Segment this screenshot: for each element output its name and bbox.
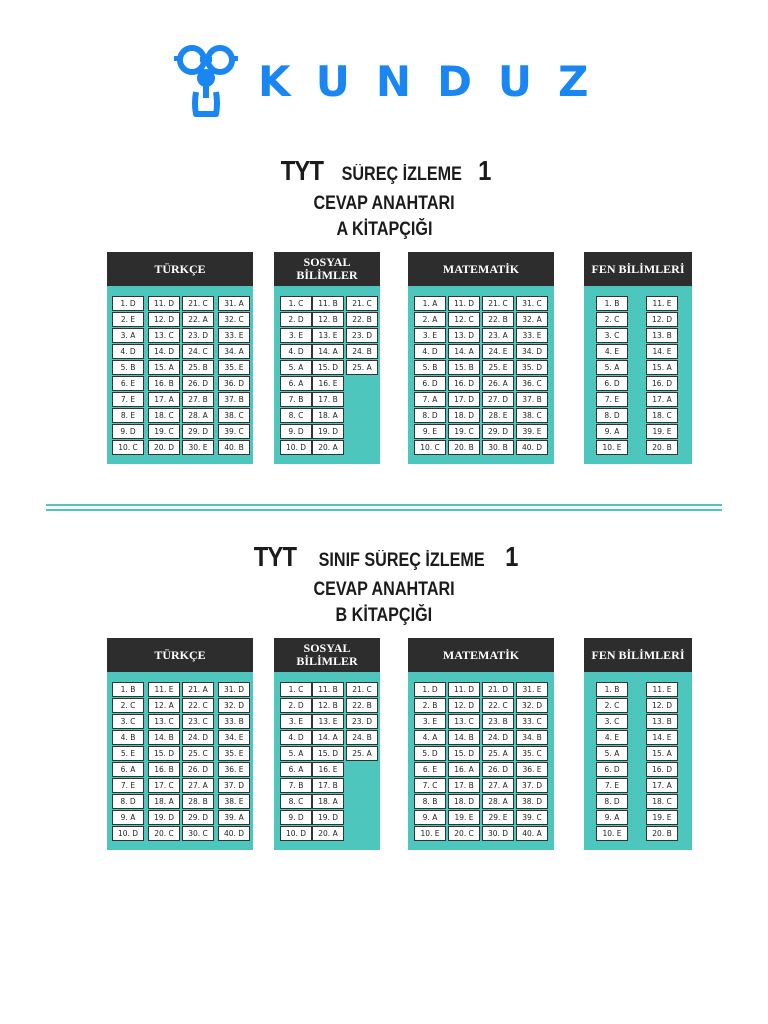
answer-cell: 6. D: [596, 762, 628, 777]
answer-cell: 4. B: [112, 730, 144, 745]
answer-cell: 8. E: [112, 408, 144, 423]
answer-cell: 35. E: [218, 746, 250, 761]
answer-cell: 32. A: [516, 312, 548, 327]
answer-cell: 17. D: [448, 392, 480, 407]
answer-cell: 16. B: [148, 762, 180, 777]
answer-cell: 13. E: [312, 714, 344, 729]
answer-cell: 38. C: [516, 408, 548, 423]
answer-cell: 12. D: [646, 698, 678, 713]
answer-cell: 11. D: [148, 296, 180, 311]
answer-cell: 5. E: [112, 746, 144, 761]
answer-cell: 6. E: [414, 762, 446, 777]
answer-cell: 3. E: [414, 714, 446, 729]
answer-cell: 4. D: [414, 344, 446, 359]
answer-cell: 19. C: [148, 424, 180, 439]
answer-cell: 16. D: [646, 376, 678, 391]
title-mid: SÜREÇ İZLEME: [341, 164, 462, 185]
answer-key-title: CEVAP ANAHTARI: [313, 579, 455, 600]
answer-cell: 14. A: [312, 730, 344, 745]
section-heading: [0, 542, 768, 629]
answer-cell: 9. E: [414, 424, 446, 439]
answer-cell: 36. E: [218, 762, 250, 777]
answer-cell: 28. B: [182, 794, 214, 809]
answer-cell: 19. C: [448, 424, 480, 439]
answer-cell: 33. C: [516, 714, 548, 729]
answer-cell: 9. A: [596, 424, 628, 439]
answer-cell: 2. D: [280, 698, 312, 713]
answer-cell: 36. E: [516, 762, 548, 777]
answer-cell: 29. D: [182, 424, 214, 439]
answer-cell: 31. D: [218, 682, 250, 697]
title-tyt: TYT: [253, 541, 296, 572]
answer-cell: 12. B: [312, 312, 344, 327]
answer-cell: 25. A: [346, 746, 378, 761]
answer-cell: 19. D: [312, 424, 344, 439]
answer-cell: 10. C: [414, 440, 446, 455]
answer-cell: 2. D: [280, 312, 312, 327]
answer-cell: 31. E: [516, 682, 548, 697]
kunduz-logo: [174, 42, 615, 126]
answer-cell: 27. A: [482, 778, 514, 793]
answer-cell: 4. D: [280, 730, 312, 745]
answer-cell: 31. A: [218, 296, 250, 311]
answer-cell: 5. D: [414, 746, 446, 761]
answer-cell: 24. C: [182, 344, 214, 359]
answer-cell: 6. A: [112, 762, 144, 777]
answer-cell: 7. A: [414, 392, 446, 407]
answer-cell: 38. E: [218, 794, 250, 809]
panel-title: SOSYAL BİLİMLER: [274, 638, 380, 672]
answer-cell: 24. D: [182, 730, 214, 745]
answer-cell: 5. A: [596, 746, 628, 761]
answer-cell: 10. C: [112, 440, 144, 455]
answer-cell: 8. D: [112, 794, 144, 809]
answer-cell: 23. A: [482, 328, 514, 343]
answer-cell: 8. C: [280, 794, 312, 809]
answer-cell: 27. D: [482, 392, 514, 407]
answer-cell: 14. A: [448, 344, 480, 359]
panel-title: TÜRKÇE: [107, 638, 253, 672]
answer-cell: 36. C: [516, 376, 548, 391]
answer-cell: 7. E: [112, 392, 144, 407]
answer-cell: 20. D: [148, 440, 180, 455]
answer-cell: 24. B: [346, 344, 378, 359]
answer-cell: 37. B: [218, 392, 250, 407]
answer-cell: 15. A: [646, 746, 678, 761]
answer-cell: 9. A: [596, 810, 628, 825]
answer-cell: 11. B: [312, 682, 344, 697]
answer-cell: 7. E: [596, 392, 628, 407]
section-divider: [46, 504, 722, 506]
answer-cell: 2. B: [414, 698, 446, 713]
answer-cell: 20. C: [148, 826, 180, 841]
panel-title: MATEMATİK: [408, 638, 554, 672]
answer-cell: 17. B: [448, 778, 480, 793]
answer-cell: 11. B: [312, 296, 344, 311]
answer-cell: 14. A: [312, 344, 344, 359]
answer-cell: 7. E: [112, 778, 144, 793]
answer-cell: 11. E: [646, 296, 678, 311]
answer-cell: 13. C: [148, 714, 180, 729]
answer-cell: 13. B: [646, 328, 678, 343]
answer-cell: 29. D: [182, 810, 214, 825]
answer-cell: 25. C: [182, 746, 214, 761]
answer-cell: 23. D: [182, 328, 214, 343]
answer-cell: 35. E: [218, 360, 250, 375]
answer-cell: 6. E: [112, 376, 144, 391]
answer-cell: 40. A: [516, 826, 548, 841]
answer-cell: 26. D: [482, 762, 514, 777]
answer-cell: 10. D: [280, 440, 312, 455]
answer-cell: 27. B: [182, 392, 214, 407]
booklet-title: A KİTAPÇIĞI: [335, 219, 432, 240]
answer-cell: 9. D: [280, 424, 312, 439]
answer-cell: 27. A: [182, 778, 214, 793]
answer-cell: 25. B: [182, 360, 214, 375]
answer-cell: 25. A: [482, 746, 514, 761]
answer-cell: 17. B: [312, 778, 344, 793]
answer-cell: 14. E: [646, 730, 678, 745]
answer-cell: 17. A: [148, 392, 180, 407]
answer-cell: 9. A: [112, 810, 144, 825]
answer-cell: 39. C: [516, 810, 548, 825]
answer-cell: 17. C: [148, 778, 180, 793]
answer-cell: 8. D: [596, 408, 628, 423]
answer-cell: 1. A: [414, 296, 446, 311]
panel-title: TÜRKÇE: [107, 252, 253, 286]
answer-cell: 37. D: [516, 778, 548, 793]
answer-cell: 7. B: [280, 778, 312, 793]
answer-cell: 19. D: [312, 810, 344, 825]
answer-cell: 18. C: [646, 794, 678, 809]
answer-cell: 16. E: [312, 376, 344, 391]
answer-cell: 15. A: [148, 360, 180, 375]
answer-cell: 28. A: [482, 794, 514, 809]
answer-cell: 22. B: [482, 312, 514, 327]
answer-cell: 22. B: [346, 698, 378, 713]
answer-cell: 30. E: [182, 440, 214, 455]
answer-cell: 8. D: [414, 408, 446, 423]
answer-cell: 21. C: [182, 296, 214, 311]
answer-cell: 15. A: [646, 360, 678, 375]
title-tyt: TYT: [280, 155, 323, 186]
answer-cell: 11. E: [148, 682, 180, 697]
answer-cell: 18. A: [312, 408, 344, 423]
answer-cell: 13. C: [148, 328, 180, 343]
answer-cell: 21. D: [482, 682, 514, 697]
answer-cell: 12. B: [312, 698, 344, 713]
answer-cell: 16. D: [646, 762, 678, 777]
answer-cell: 1. B: [112, 682, 144, 697]
answer-cell: 7. E: [596, 778, 628, 793]
answer-cell: 14. B: [148, 730, 180, 745]
answer-cell: 4. D: [112, 344, 144, 359]
beaver-glasses-logo-icon: [174, 42, 238, 126]
answer-cell: 5. B: [414, 360, 446, 375]
answer-cell: 14. E: [646, 344, 678, 359]
answer-cell: 28. E: [482, 408, 514, 423]
answer-cell: 25. A: [346, 360, 378, 375]
answer-cell: 24. E: [482, 344, 514, 359]
answer-cell: 18. A: [312, 794, 344, 809]
section-divider: [46, 509, 722, 511]
answer-cell: 38. D: [516, 794, 548, 809]
answer-cell: 1. C: [280, 296, 312, 311]
answer-cell: 11. D: [448, 296, 480, 311]
booklet-title: B KİTAPÇIĞI: [335, 605, 433, 626]
answer-cell: 29. E: [482, 810, 514, 825]
answer-cell: 39. E: [516, 424, 548, 439]
answer-cell: 15. D: [312, 360, 344, 375]
answer-cell: 3. E: [414, 328, 446, 343]
answer-cell: 12. D: [148, 312, 180, 327]
answer-cell: 25. E: [482, 360, 514, 375]
answer-panel: [107, 638, 253, 850]
answer-cell: 13. D: [448, 328, 480, 343]
answer-cell: 4. D: [280, 344, 312, 359]
answer-cell: 4. E: [596, 344, 628, 359]
answer-cell: 18. A: [148, 794, 180, 809]
section-heading: [0, 156, 768, 243]
answer-cell: 13. C: [448, 714, 480, 729]
answer-cell: 18. C: [646, 408, 678, 423]
answer-cell: 34. A: [218, 344, 250, 359]
answer-cell: 18. C: [148, 408, 180, 423]
answer-cell: 24. D: [482, 730, 514, 745]
answer-cell: 5. B: [112, 360, 144, 375]
answer-cell: 33. E: [218, 328, 250, 343]
title-number: 1: [504, 541, 518, 572]
answer-cell: 2. C: [112, 698, 144, 713]
answer-cell: 1. D: [414, 682, 446, 697]
answer-cell: 15. D: [148, 746, 180, 761]
answer-cell: 1. C: [280, 682, 312, 697]
answer-cell: 2. E: [112, 312, 144, 327]
answer-cell: 10. D: [280, 826, 312, 841]
answer-cell: 26. D: [182, 376, 214, 391]
answer-cell: 34. E: [218, 730, 250, 745]
answer-cell: 21. A: [182, 682, 214, 697]
answer-panel: [408, 638, 554, 850]
answer-cell: 4. E: [596, 730, 628, 745]
answer-panel: [274, 252, 380, 464]
answer-cell: 8. C: [280, 408, 312, 423]
answer-cell: 2. C: [596, 312, 628, 327]
answer-cell: 33. E: [516, 328, 548, 343]
answer-cell: 40. B: [218, 440, 250, 455]
answer-key-title: CEVAP ANAHTARI: [313, 193, 455, 214]
answer-cell: 1. B: [596, 682, 628, 697]
answer-cell: 17. A: [646, 392, 678, 407]
answer-cell: 35. D: [516, 360, 548, 375]
answer-cell: 14. D: [148, 344, 180, 359]
answer-cell: 20. B: [448, 440, 480, 455]
answer-cell: 16. A: [448, 762, 480, 777]
answer-cell: 20. A: [312, 440, 344, 455]
answer-cell: 37. B: [516, 392, 548, 407]
answer-cell: 14. B: [448, 730, 480, 745]
answer-panel: [408, 252, 554, 464]
answer-cell: 11. E: [646, 682, 678, 697]
answer-cell: 12. C: [448, 312, 480, 327]
answer-cell: 3. C: [596, 328, 628, 343]
answer-cell: 21. C: [482, 296, 514, 311]
answer-cell: 5. A: [596, 360, 628, 375]
answer-cell: 17. B: [312, 392, 344, 407]
answer-cell: 22. B: [346, 312, 378, 327]
answer-cell: 9. A: [414, 810, 446, 825]
answer-cell: 26. D: [182, 762, 214, 777]
answer-cell: 37. D: [218, 778, 250, 793]
answer-cell: 18. D: [448, 794, 480, 809]
answer-cell: 3. A: [112, 328, 144, 343]
answer-cell: 23. B: [482, 714, 514, 729]
answer-cell: 32. D: [218, 698, 250, 713]
answer-panel: [274, 638, 380, 850]
answer-cell: 3. C: [112, 714, 144, 729]
answer-cell: 16. B: [148, 376, 180, 391]
answer-cell: 40. D: [516, 440, 548, 455]
panel-title: FEN BİLİMLERİ: [584, 638, 692, 672]
answer-cell: 2. C: [596, 698, 628, 713]
answer-cell: 32. C: [218, 312, 250, 327]
answer-cell: 40. D: [218, 826, 250, 841]
answer-cell: 34. D: [516, 344, 548, 359]
answer-cell: 32. D: [516, 698, 548, 713]
answer-panel: [584, 252, 692, 464]
answer-cell: 5. A: [280, 360, 312, 375]
answer-panel: [584, 638, 692, 850]
answer-cell: 21. C: [346, 682, 378, 697]
answer-cell: 20. C: [448, 826, 480, 841]
answer-cell: 9. D: [112, 424, 144, 439]
answer-cell: 24. B: [346, 730, 378, 745]
answer-cell: 10. E: [596, 440, 628, 455]
answer-cell: 8. B: [414, 794, 446, 809]
answer-cell: 15. B: [448, 360, 480, 375]
answer-cell: 13. B: [646, 714, 678, 729]
answer-cell: 6. D: [414, 376, 446, 391]
answer-cell: 30. B: [482, 440, 514, 455]
answer-panel: [107, 252, 253, 464]
title-number: 1: [477, 155, 491, 186]
answer-cell: 1. B: [596, 296, 628, 311]
answer-cell: 6. D: [596, 376, 628, 391]
answer-cell: 20. B: [646, 440, 678, 455]
answer-cell: 3. E: [280, 714, 312, 729]
answer-cell: 19. E: [448, 810, 480, 825]
title-mid: SINIF SÜREÇ İZLEME: [318, 550, 485, 571]
answer-cell: 19. E: [646, 810, 678, 825]
answer-cell: 13. E: [312, 328, 344, 343]
answer-cell: 17. A: [646, 778, 678, 793]
answer-cell: 18. D: [448, 408, 480, 423]
answer-cell: 6. A: [280, 762, 312, 777]
answer-cell: 12. D: [448, 698, 480, 713]
answer-cell: 35. C: [516, 746, 548, 761]
answer-cell: 34. B: [516, 730, 548, 745]
answer-cell: 26. A: [482, 376, 514, 391]
answer-cell: 5. A: [280, 746, 312, 761]
answer-cell: 39. C: [218, 424, 250, 439]
answer-cell: 15. D: [448, 746, 480, 761]
answer-cell: 23. C: [182, 714, 214, 729]
answer-cell: 7. C: [414, 778, 446, 793]
answer-cell: 38. C: [218, 408, 250, 423]
answer-cell: 33. B: [218, 714, 250, 729]
answer-cell: 19. E: [646, 424, 678, 439]
answer-cell: 9. D: [280, 810, 312, 825]
answer-cell: 39. A: [218, 810, 250, 825]
answer-cell: 2. A: [414, 312, 446, 327]
panel-title: FEN BİLİMLERİ: [584, 252, 692, 286]
answer-cell: 20. B: [646, 826, 678, 841]
answer-cell: 21. C: [346, 296, 378, 311]
answer-cell: 10. E: [596, 826, 628, 841]
answer-cell: 30. C: [182, 826, 214, 841]
answer-cell: 23. D: [346, 714, 378, 729]
answer-cell: 16. D: [448, 376, 480, 391]
answer-cell: 20. A: [312, 826, 344, 841]
answer-cell: 3. C: [596, 714, 628, 729]
answer-cell: 4. A: [414, 730, 446, 745]
answer-cell: 31. C: [516, 296, 548, 311]
answer-cell: 12. A: [148, 698, 180, 713]
answer-cell: 1. D: [112, 296, 144, 311]
answer-cell: 23. D: [346, 328, 378, 343]
answer-cell: 30. D: [482, 826, 514, 841]
panel-title: MATEMATİK: [408, 252, 554, 286]
panel-title: SOSYAL BİLİMLER: [274, 252, 380, 286]
answer-cell: 15. D: [312, 746, 344, 761]
answer-cell: 28. A: [182, 408, 214, 423]
answer-cell: 19. D: [148, 810, 180, 825]
answer-cell: 12. D: [646, 312, 678, 327]
brand-name: KUNDUZ: [258, 57, 615, 106]
answer-cell: 22. C: [182, 698, 214, 713]
answer-cell: 6. A: [280, 376, 312, 391]
answer-cell: 3. E: [280, 328, 312, 343]
answer-cell: 22. A: [182, 312, 214, 327]
answer-cell: 22. C: [482, 698, 514, 713]
answer-cell: 10. D: [112, 826, 144, 841]
answer-cell: 10. E: [414, 826, 446, 841]
answer-cell: 7. B: [280, 392, 312, 407]
answer-cell: 11. D: [448, 682, 480, 697]
answer-cell: 29. D: [482, 424, 514, 439]
answer-cell: 8. D: [596, 794, 628, 809]
answer-cell: 36. D: [218, 376, 250, 391]
answer-cell: 16. E: [312, 762, 344, 777]
